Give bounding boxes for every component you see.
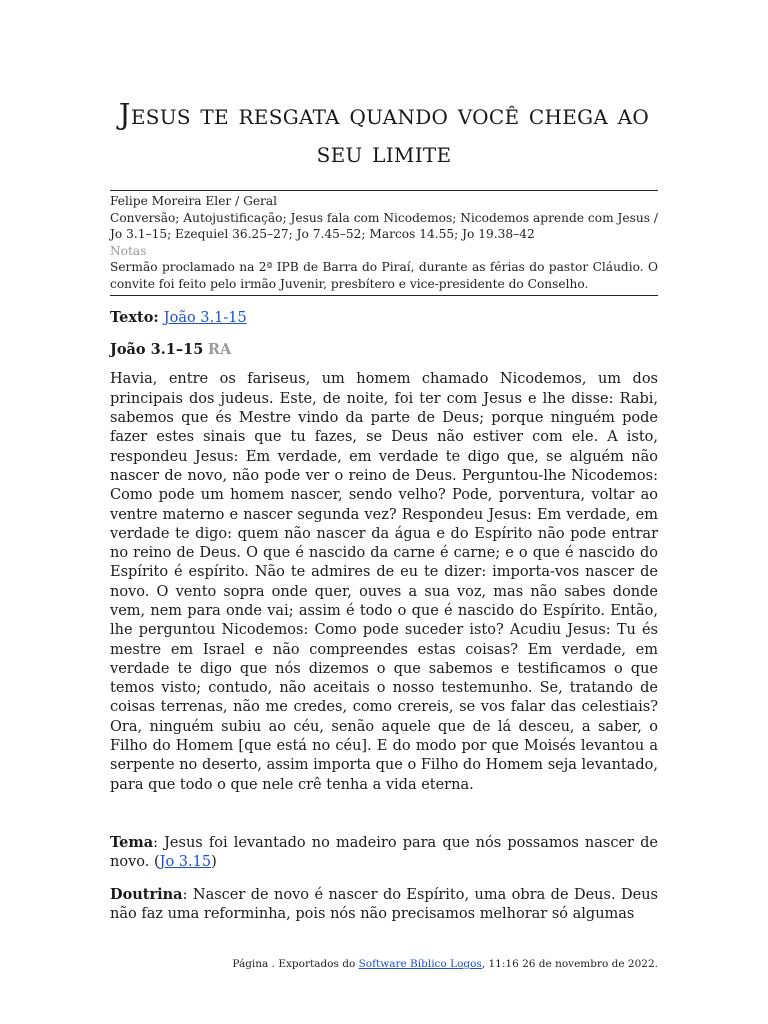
- passage-body: Havia, entre os fariseus, um homem chamado Nicodemos, um dos principais dos judeus. Este, de noite, foi ter com Jesus e lhe disse: Rabi, sabemos que és Mestre vindo da parte de Deus; porque ninguém pode fazer estes sinais que tu fazes, se Deus não estiver com ele. A isto, respondeu Jesus: Em verdade, em verdade te digo que, se alguém não nascer de novo, não pode ver o reino de Deus. Perguntou-lhe Nicodemos: Como pode um homem nascer, sendo velho? Pode, porventura, voltar ao ventre materno e nascer segunda vez? Respondeu Jesus: Em verdade, em verdade te digo: quem não nascer da água e do Espírito não pode entrar no reino de Deus. O que é nascido da carne é carne; e o que é nascido do Espírito é espírito. Não te admires de eu te dizer: importa-vos nascer de novo. O vento sopra onde quer, ouves a sua voz, mas não sabes donde vem, nem para onde vai; assim é todo o que é nascido do Espírito. Então, lhe perguntou Nicodemos: Como pode suceder isto? Acudiu Jesus: Tu és mestre em Israel e não compreendes estas coisas? Em verdade, em verdade te digo que nós dizemos o que sabemos e testificamos o que temos visto; contudo, não aceitais o nosso testemunho. Se, tratando de coisas terrenas, não me credes, como crereis, se vos falar das celestiais? Ora, ninguém subiu ao céu, senão aquele que de lá desceu, a saber, o Filho do Homem [que está no céu]. E do modo por que Moisés levantou a serpente no deserto, assim importa que o Filho do Homem seja levantado, para que todo o que nele crê tenha a vida eterna.: [110, 371, 658, 793]
- footer-prefix: Página . Exportados do: [232, 958, 359, 970]
- tema-label: Tema: [110, 833, 154, 851]
- passage-heading: [110, 340, 658, 360]
- page-footer: [110, 958, 658, 970]
- footer-logos-link[interactable]: Software Bíblico Logos: [358, 958, 482, 970]
- document-page: [110, 0, 658, 924]
- tema-paragraph: [110, 833, 658, 873]
- footer-suffix: , 11:16 26 de novembro de 2022.: [481, 958, 658, 970]
- topics-line: Conversão; Autojustificação; Jesus fala com Nicodemos; Nicodemos aprende com Jesus / Jo 3.1–15; Ezequiel 36.25–27; Jo 7.45–52; Marcos 14.55; Jo 19.38–42: [110, 210, 658, 242]
- doutrina-label: Doutrina: [110, 885, 183, 903]
- tema-text: : Jesus foi levantado no madeiro para que nós possamos nascer de novo. (: [110, 834, 658, 871]
- tema-close: ): [211, 854, 217, 871]
- texto-colon: :: [153, 309, 164, 327]
- author-line: Felipe Moreira Eler / Geral: [110, 194, 278, 209]
- version-badge[interactable]: RA: [207, 341, 232, 359]
- document-title: Jesus te resgata quando você chega ao seu limite: [118, 97, 650, 169]
- description-line: Sermão proclamado na 2ª IPB de Barra do Piraí, durante as férias do pastor Cláudio. O convite foi feito pelo irmão Juvenir, presbítero e vice-presidente do Conselho.: [110, 260, 658, 291]
- tema-link[interactable]: Jo 3.15: [159, 854, 212, 871]
- notes-label: Notas: [110, 243, 147, 258]
- texto-line: [110, 308, 658, 328]
- metadata-block: [110, 190, 658, 296]
- doutrina-text: : Nascer de novo é nascer do Espírito, uma obra de Deus. Deus não faz uma reforminha, pois nós não precisamos melhorar só algumas: [110, 886, 658, 922]
- passage-reference: João 3.1–15: [110, 341, 204, 359]
- texto-label: Texto: [110, 309, 154, 327]
- texto-link[interactable]: João 3.1-15: [163, 310, 247, 327]
- doutrina-paragraph: [110, 885, 658, 925]
